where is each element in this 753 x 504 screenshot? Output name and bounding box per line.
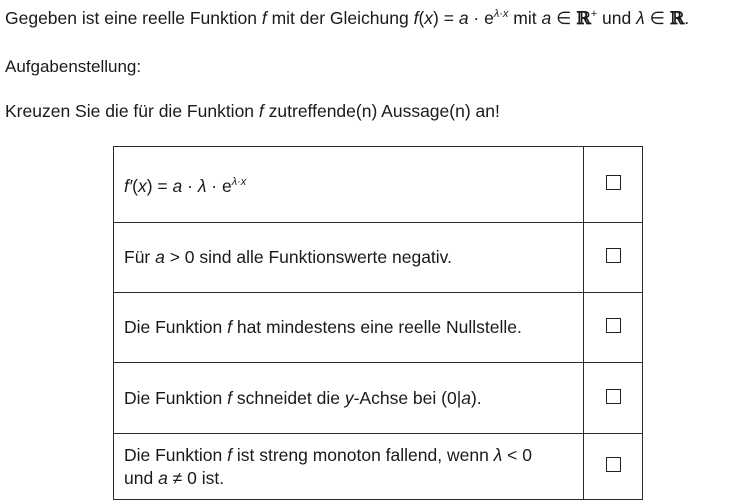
statement-table <box>113 146 643 500</box>
problem-statement: Gegeben ist eine reelle Funktion f mit der Gleichung $f(x) = a \cdot e^{\lambda\cdot x}$ mit a ∈ ℝ+ und λ ∈ ℝ. <box>5 8 690 29</box>
statement-row <box>114 147 643 223</box>
statement-row <box>114 223 643 293</box>
checkbox[interactable] <box>606 457 621 472</box>
statement-row <box>114 363 643 434</box>
checkbox[interactable] <box>606 318 621 333</box>
section-heading: Aufgabenstellung: <box>5 57 142 76</box>
checkbox[interactable] <box>606 248 621 263</box>
statement-text: $f'(x) = a \cdot \lambda \cdot e^{\lambda\cdot x}$ <box>114 147 584 223</box>
checkbox[interactable] <box>606 389 621 404</box>
statement-text: Die Funktion f ist streng monoton fallend, wenn λ < 0 und a ≠ 0 ist. <box>114 434 584 500</box>
statement-text: Die Funktion f hat mindestens eine reelle Nullstelle. <box>114 293 584 363</box>
checkbox[interactable] <box>606 175 621 190</box>
statement-text: Die Funktion f schneidet die y-Achse bei (0|a). <box>114 363 584 434</box>
task-instruction: Kreuzen Sie die für die Funktion f zutreffende(n) Aussage(n) an! <box>5 101 500 121</box>
statement-text: Für a > 0 sind alle Funktionswerte negativ. <box>114 223 584 293</box>
statement-row <box>114 434 643 500</box>
statement-row <box>114 293 643 363</box>
